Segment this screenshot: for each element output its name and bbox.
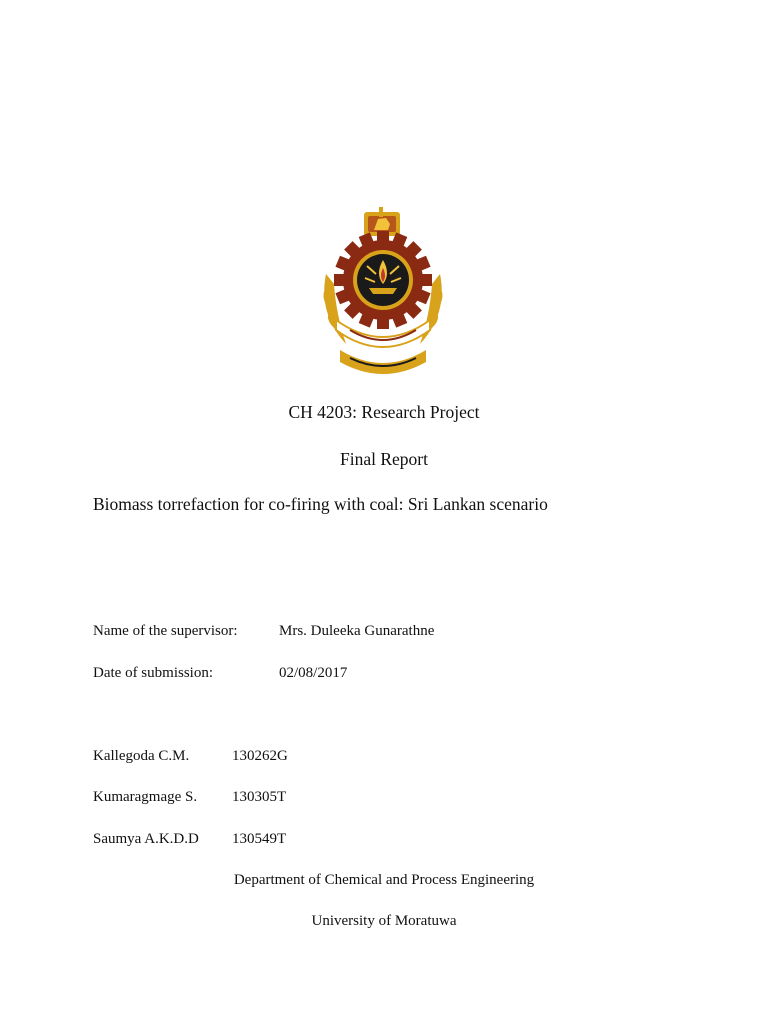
department-name: Department of Chemical and Process Engineering [233,872,535,888]
university-name: University of Moratuwa [311,913,457,929]
submission-date: 02/08/2017 [279,665,348,681]
student-id: 130262G [232,748,288,764]
course-code: CH 4203: Research Project [288,402,480,422]
university-crest-logo [316,204,450,374]
date-label: Date of submission: [93,665,213,681]
supervisor-label: Name of the supervisor: [93,623,238,639]
student-name: Kallegoda C.M. [93,748,190,764]
report-type: Final Report [340,449,428,469]
supervisor-name: Mrs. Duleeka Gunarathne [279,623,435,639]
name-scroll-icon [340,350,426,374]
student-name: Kumaragmage S. [93,789,198,805]
student-name: Saumya A.K.D.D [93,831,199,847]
crest-graphic [316,204,450,374]
student-id: 130549T [232,831,287,847]
student-id: 130305T [232,789,287,805]
report-title: Biomass torrefaction for co-firing with coal: Sri Lankan scenario [93,494,548,514]
gear-icon [334,231,432,329]
